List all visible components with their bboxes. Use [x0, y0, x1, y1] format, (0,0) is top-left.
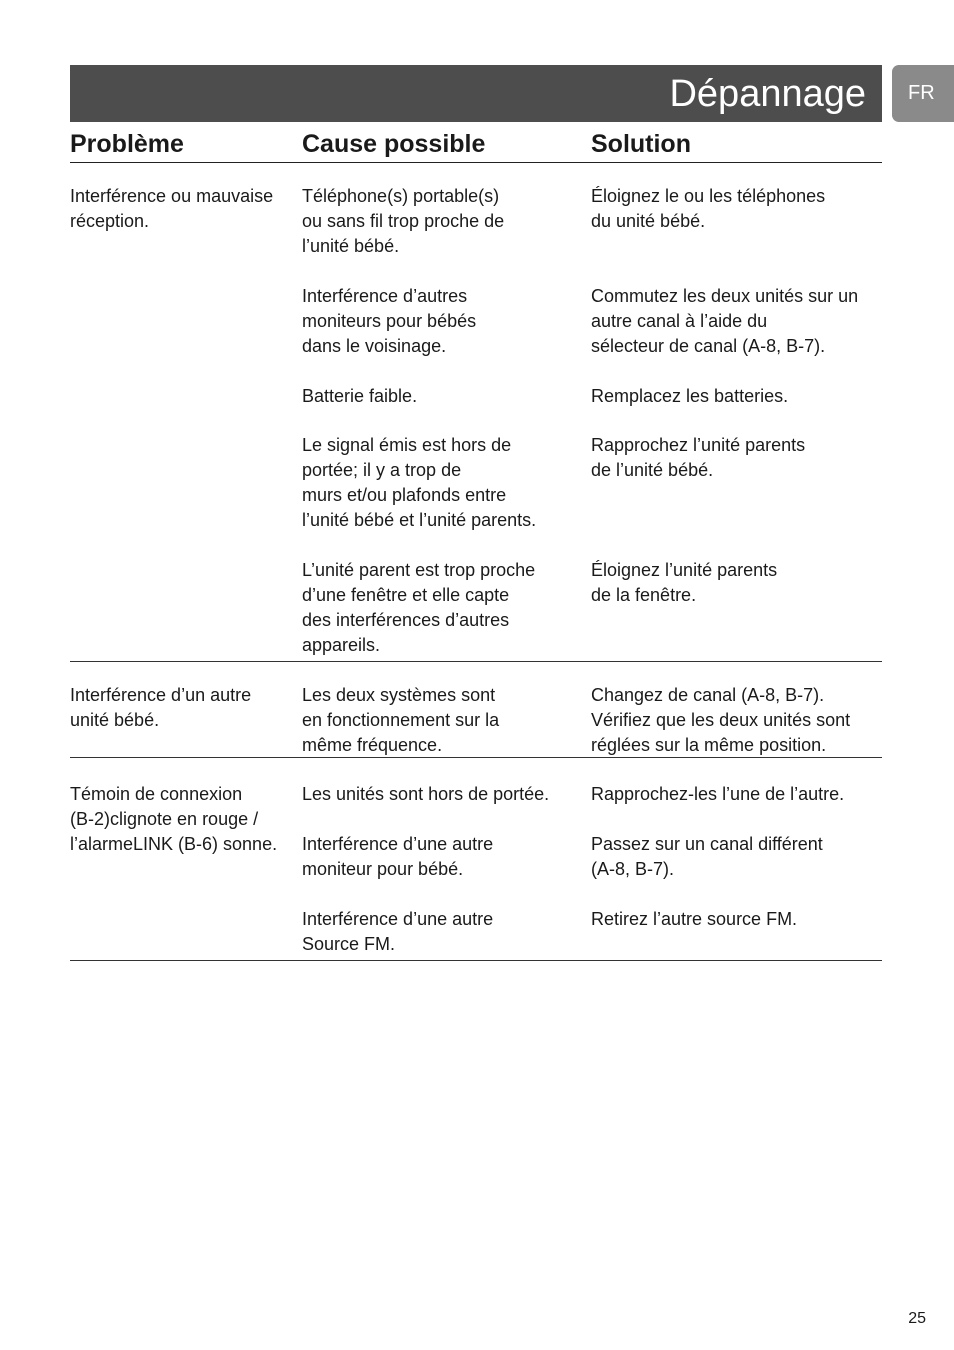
language-tab-label: FR — [908, 82, 935, 104]
cause-cell: Le signal émis est hors de portée; il y a trop de murs et/ou plafonds entre l’unité bébé et l’unité parents. — [302, 435, 537, 530]
cause-cell: Les deux systèmes sont en fonctionnement sur la même fréquence. — [302, 685, 500, 755]
solution-cell: Éloignez le ou les téléphones du unité bébé. — [591, 186, 826, 231]
problem-cell: Interférence ou mauvaise réception. — [70, 186, 274, 231]
cause-cell: Interférence d’autres moniteurs pour bébés dans le voisinage. — [302, 286, 477, 356]
header-cause: Cause possible — [302, 130, 486, 158]
cause-cell: Téléphone(s) portable(s) ou sans fil trop proche de l’unité bébé. — [302, 186, 505, 256]
cause-cell: L’unité parent est trop proche d’une fenêtre et elle capte des interférences d’autres appareils. — [302, 560, 536, 655]
cause-cell: Interférence d’une autre Source FM. — [302, 909, 494, 954]
table-bottom-rule — [70, 960, 882, 961]
solution-cell: Rapprochez l’unité parents de l’unité bébé. — [591, 435, 806, 480]
solution-cell: Retirez l’autre source FM. — [591, 909, 798, 929]
solution-cell: Éloignez l’unité parents de la fenêtre. — [591, 560, 778, 605]
cause-cell: Batterie faible. — [302, 386, 418, 406]
solution-cell: Remplacez les batteries. — [591, 386, 789, 406]
solution-cell: Commutez les deux unités sur un autre canal à l’aide du sélecteur de canal (A-8, B-7). — [591, 286, 859, 356]
table-header — [70, 128, 882, 163]
problem-cell: Témoin de connexion (B-2)clignote en rouge / l’alarmeLINK (B-6) sonne. — [70, 784, 278, 854]
page-title: Dépannage — [669, 73, 866, 115]
solution-cell: Changez de canal (A-8, B-7). Vérifiez que les deux unités sont réglées sur la même position. — [591, 685, 851, 755]
header-solution: Solution — [591, 130, 691, 158]
row-divider — [70, 757, 882, 758]
cause-cell: Les unités sont hors de portée. — [302, 784, 550, 804]
header-problem: Problème — [70, 130, 184, 158]
problem-cell: Interférence d’un autre unité bébé. — [70, 685, 252, 730]
solution-cell: Rapprochez-les l’une de l’autre. — [591, 784, 845, 804]
language-tab — [892, 65, 954, 122]
page-number: 25 — [908, 1310, 926, 1327]
title-bar — [70, 65, 882, 122]
row-divider — [70, 661, 882, 662]
solution-cell: Passez sur un canal différent (A-8, B-7). — [591, 834, 823, 879]
cause-cell: Interférence d’une autre moniteur pour bébé. — [302, 834, 494, 879]
